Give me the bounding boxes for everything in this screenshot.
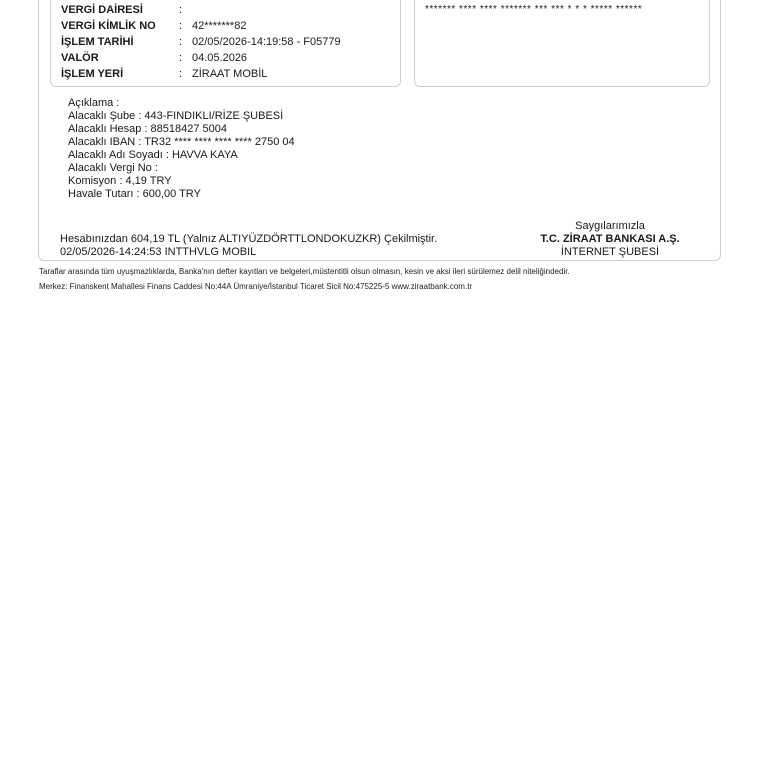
- description-line-branch: Alacaklı Şube : 443-FINDIKLI/RİZE ŞUBESİ: [68, 110, 284, 122]
- signature-block: [540, 220, 680, 259]
- description-line-account: Alacaklı Hesap : 88518427 5004: [68, 123, 228, 135]
- info-label: İŞLEM TARİHİ: [61, 36, 134, 48]
- info-label: İŞLEM YERİ: [61, 68, 124, 80]
- info-colon: :: [179, 52, 183, 64]
- footer-legal-note: Taraflar arasında tüm uyuşmazlıklarda, Banka'nın defter kayıtları ve belgeleri,müstentitli olsun olmasın, kesin ve aksi ileri sürülemez delil niteliğindedir.: [39, 267, 570, 276]
- description-line-tax-no: Alacaklı Vergi No :: [68, 162, 158, 174]
- info-value: 42*******82: [192, 20, 247, 32]
- info-colon: :: [179, 20, 183, 32]
- withdrawal-line-amount: Hesabınızdan 604,19 TL (Yalnız ALTIYÜZDÖRTTLONDOKUZKR) Çekilmiştir.: [60, 233, 438, 245]
- signature-greeting: Saygılarımızla: [575, 220, 645, 232]
- description-block: [68, 97, 295, 201]
- info-label: VALÖR: [61, 52, 99, 64]
- withdrawal-note: [60, 233, 437, 259]
- info-value: ZİRAAT MOBİL: [192, 68, 268, 80]
- description-line-name: Alacaklı Adı Soyadı : HAVVA KAYA: [68, 149, 238, 161]
- info-colon: :: [179, 4, 183, 16]
- description-line-amount: Havale Tutarı : 600,00 TRY: [68, 188, 201, 200]
- info-label: VERGİ DAİRESİ: [61, 4, 143, 16]
- signature-bank-name: T.C. ZİRAAT BANKASI A.Ş.: [540, 233, 680, 245]
- masked-text: ******* **** **** ******* *** *** * * * ***** ******: [425, 4, 643, 15]
- info-value: 02/05/2026-14:19:58 - F05779: [192, 36, 341, 48]
- info-colon: :: [179, 36, 183, 48]
- signature-branch: İNTERNET ŞUBESİ: [560, 246, 660, 258]
- info-label: VERGİ KİMLİK NO: [61, 20, 156, 32]
- footer-address: Merkez: Finanskent Mahallesi Finans Caddesi No:44A Ümraniye/İstanbul Ticaret Sicil No:475225-5 www.ziraatbank.com.tr: [39, 282, 473, 291]
- info-colon: :: [179, 68, 183, 80]
- description-line-iban: Alacaklı IBAN : TR32 **** **** **** **** 2750 04: [68, 136, 295, 148]
- info-value: 04.05.2026: [192, 52, 248, 64]
- description-line-commission: Komisyon : 4,19 TRY: [68, 175, 172, 187]
- description-heading: Açıklama :: [68, 97, 120, 109]
- withdrawal-line-timestamp: 02/05/2026-14:24:53 INTTHVLG MOBIL: [60, 246, 257, 258]
